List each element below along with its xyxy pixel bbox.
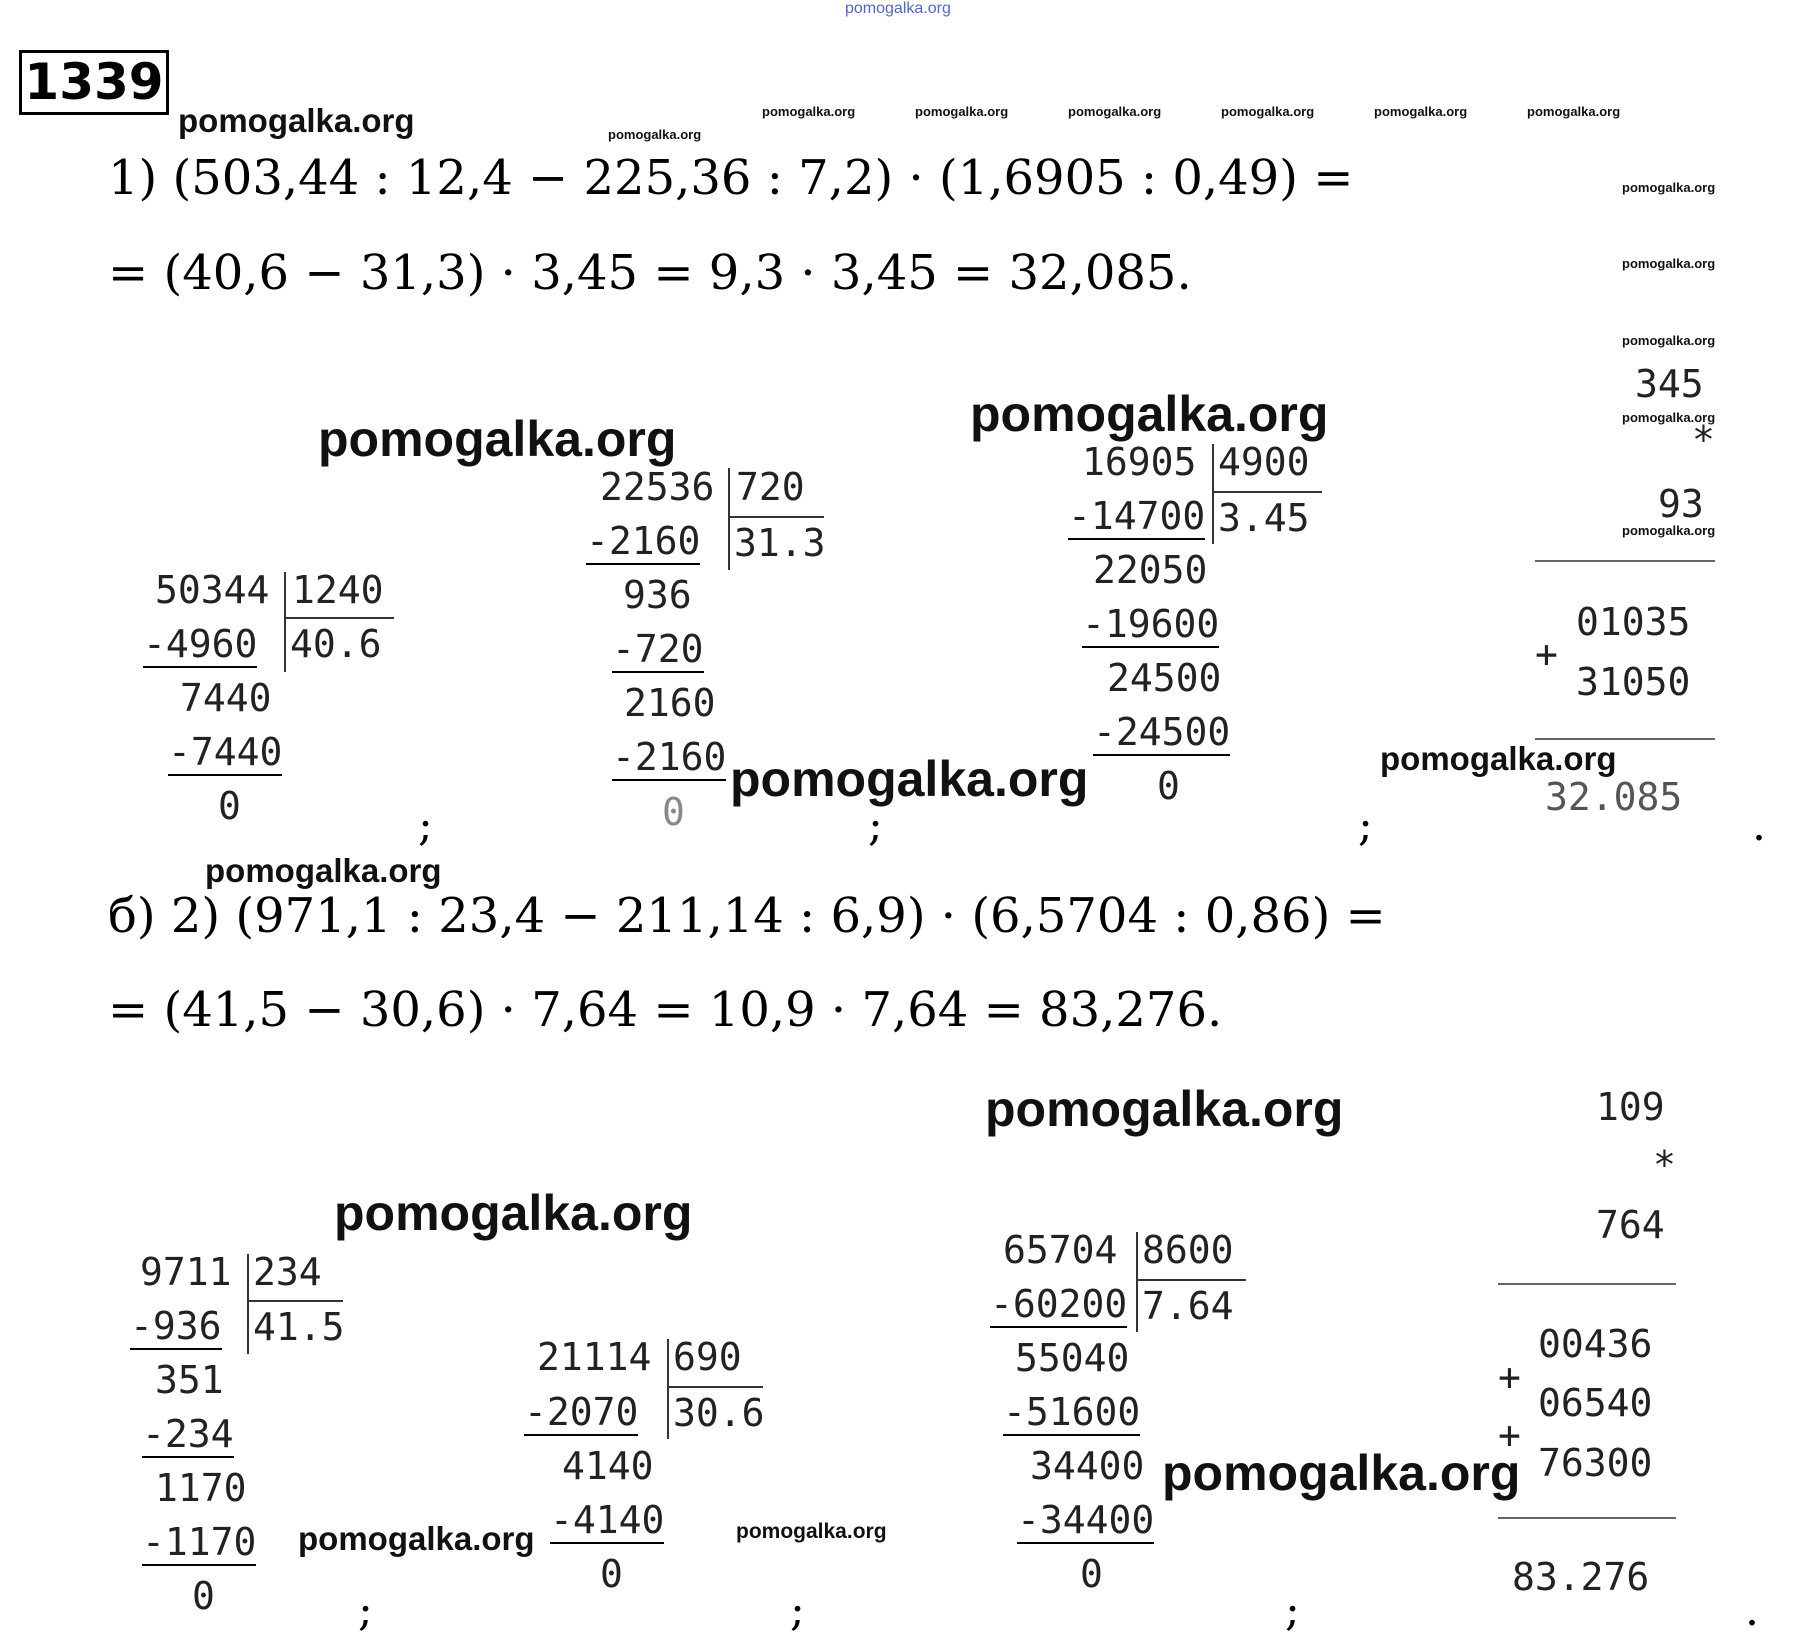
subtrahend: -14700 <box>1068 494 1206 538</box>
subtrahend: -7440 <box>168 730 283 774</box>
subtrahend: -1170 <box>142 1520 257 1564</box>
quotient: 7.64 <box>1142 1284 1234 1328</box>
subtrahend: -4960 <box>143 622 258 666</box>
watermark: pomogalka.org <box>318 411 677 467</box>
divisor: 720 <box>736 465 805 509</box>
multiplier: 764 <box>1596 1203 1665 1247</box>
dividend: 22536 <box>600 465 715 509</box>
watermark: pomogalka.org <box>1374 104 1468 119</box>
problem-number: 1339 <box>19 50 169 115</box>
divisor: 690 <box>673 1335 742 1379</box>
watermark: pomogalka.org <box>1527 104 1621 119</box>
watermark: pomogalka.org <box>608 127 702 142</box>
dividend: 21114 <box>537 1335 652 1379</box>
separator: . <box>1745 1585 1759 1636</box>
watermark: pomogalka.org <box>915 104 1009 119</box>
remainder: 34400 <box>1030 1444 1145 1488</box>
watermark: pomogalka.org <box>1622 333 1716 348</box>
subtrahend: -34400 <box>1017 1498 1155 1542</box>
expression-line: 1) (503,44 : 12,4 − 225,36 : 7,2) · (1,6905 : 0,49) = <box>108 150 1354 206</box>
subtrahend: -24500 <box>1093 710 1231 754</box>
remainder: 4140 <box>562 1444 654 1488</box>
dividend: 16905 <box>1082 440 1197 484</box>
watermark: pomogalka.org <box>970 386 1329 442</box>
divisor: 4900 <box>1218 440 1310 484</box>
subtrahend: -60200 <box>990 1282 1128 1326</box>
subtrahend: -4140 <box>550 1498 665 1542</box>
remainder: 0 <box>1080 1552 1103 1596</box>
remainder: 7440 <box>180 676 272 720</box>
separator: ; <box>418 800 433 851</box>
partial-product: 06540 <box>1538 1381 1653 1425</box>
dividend: 65704 <box>1003 1228 1118 1272</box>
watermark: pomogalka.org <box>730 751 1089 807</box>
watermark: pomogalka.org <box>1380 740 1617 777</box>
plus-sign: + <box>1535 632 1558 676</box>
separator: . <box>1752 800 1766 851</box>
quotient: 41.5 <box>253 1305 345 1349</box>
divisor: 234 <box>253 1250 322 1294</box>
quotient: 40.6 <box>290 622 382 666</box>
quotient: 3.45 <box>1218 496 1310 540</box>
multiplicand: 345 <box>1635 362 1704 406</box>
watermark: pomogalka.org <box>1162 1445 1521 1501</box>
multiply-sign: * <box>1653 1143 1676 1187</box>
watermark: pomogalka.org <box>205 852 442 889</box>
watermark: pomogalka.org <box>1622 410 1716 425</box>
watermark: pomogalka.org <box>985 1081 1344 1137</box>
divisor: 1240 <box>292 568 384 612</box>
watermark: pomogalka.org <box>762 104 856 119</box>
watermark: pomogalka.org <box>1622 523 1716 538</box>
separator: ; <box>358 1585 373 1636</box>
remainder: 351 <box>155 1358 224 1402</box>
expression-line: = (41,5 − 30,6) · 7,64 = 10,9 · 7,64 = 83,276. <box>108 982 1223 1038</box>
subtrahend: -2160 <box>612 735 727 779</box>
separator: ; <box>868 800 883 851</box>
product: 32.085 <box>1545 775 1683 819</box>
remainder: 0 <box>192 1574 215 1618</box>
subtrahend: -19600 <box>1082 602 1220 646</box>
watermark: pomogalka.org <box>1221 104 1315 119</box>
remainder: 0 <box>662 790 685 834</box>
quotient: 31.3 <box>734 521 826 565</box>
product: 83.276 <box>1512 1555 1650 1599</box>
quotient: 30.6 <box>673 1391 765 1435</box>
partial-product: 31050 <box>1576 660 1691 704</box>
expression-line: б) 2) (971,1 : 23,4 − 211,14 : 6,9) · (6,5704 : 0,86) = <box>108 888 1386 944</box>
watermark: pomogalka.org <box>1068 104 1162 119</box>
subtrahend: -2070 <box>524 1390 639 1434</box>
dividend: 9711 <box>140 1250 232 1294</box>
watermark: pomogalka.org <box>334 1185 693 1241</box>
multiply-sign: * <box>1692 418 1715 462</box>
remainder: 936 <box>623 573 692 617</box>
plus-sign: + <box>1498 1355 1521 1399</box>
subtrahend: -720 <box>612 627 704 671</box>
remainder: 1170 <box>155 1466 247 1510</box>
remainder: 0 <box>600 1552 623 1596</box>
subtrahend: -936 <box>130 1304 222 1348</box>
remainder: 24500 <box>1107 656 1222 700</box>
watermark: pomogalka.org <box>178 102 415 139</box>
remainder: 0 <box>1157 764 1180 808</box>
subtrahend: -51600 <box>1003 1390 1141 1434</box>
remainder: 2160 <box>624 681 716 725</box>
separator: ; <box>1285 1585 1300 1636</box>
dividend: 50344 <box>155 568 270 612</box>
plus-sign: + <box>1498 1413 1521 1457</box>
subtrahend: -2160 <box>586 519 701 563</box>
partial-product: 00436 <box>1538 1322 1653 1366</box>
watermark: pomogalka.org <box>1622 180 1716 195</box>
remainder: 22050 <box>1093 548 1208 592</box>
partial-product: 01035 <box>1576 600 1691 644</box>
partial-product: 76300 <box>1538 1441 1653 1485</box>
separator: ; <box>790 1585 805 1636</box>
remainder: 0 <box>218 784 241 828</box>
watermark: pomogalka.org <box>298 1520 535 1557</box>
multiplier: 93 <box>1658 482 1704 526</box>
remainder: 55040 <box>1015 1336 1130 1380</box>
top-watermark: pomogalka.org <box>845 0 951 17</box>
expression-line: = (40,6 − 31,3) · 3,45 = 9,3 · 3,45 = 32,085. <box>108 245 1192 301</box>
watermark: pomogalka.org <box>736 1520 887 1543</box>
divisor: 8600 <box>1142 1228 1234 1272</box>
separator: ; <box>1358 800 1373 851</box>
subtrahend: -234 <box>142 1412 234 1456</box>
watermark: pomogalka.org <box>1622 256 1716 271</box>
multiplicand: 109 <box>1596 1085 1665 1129</box>
